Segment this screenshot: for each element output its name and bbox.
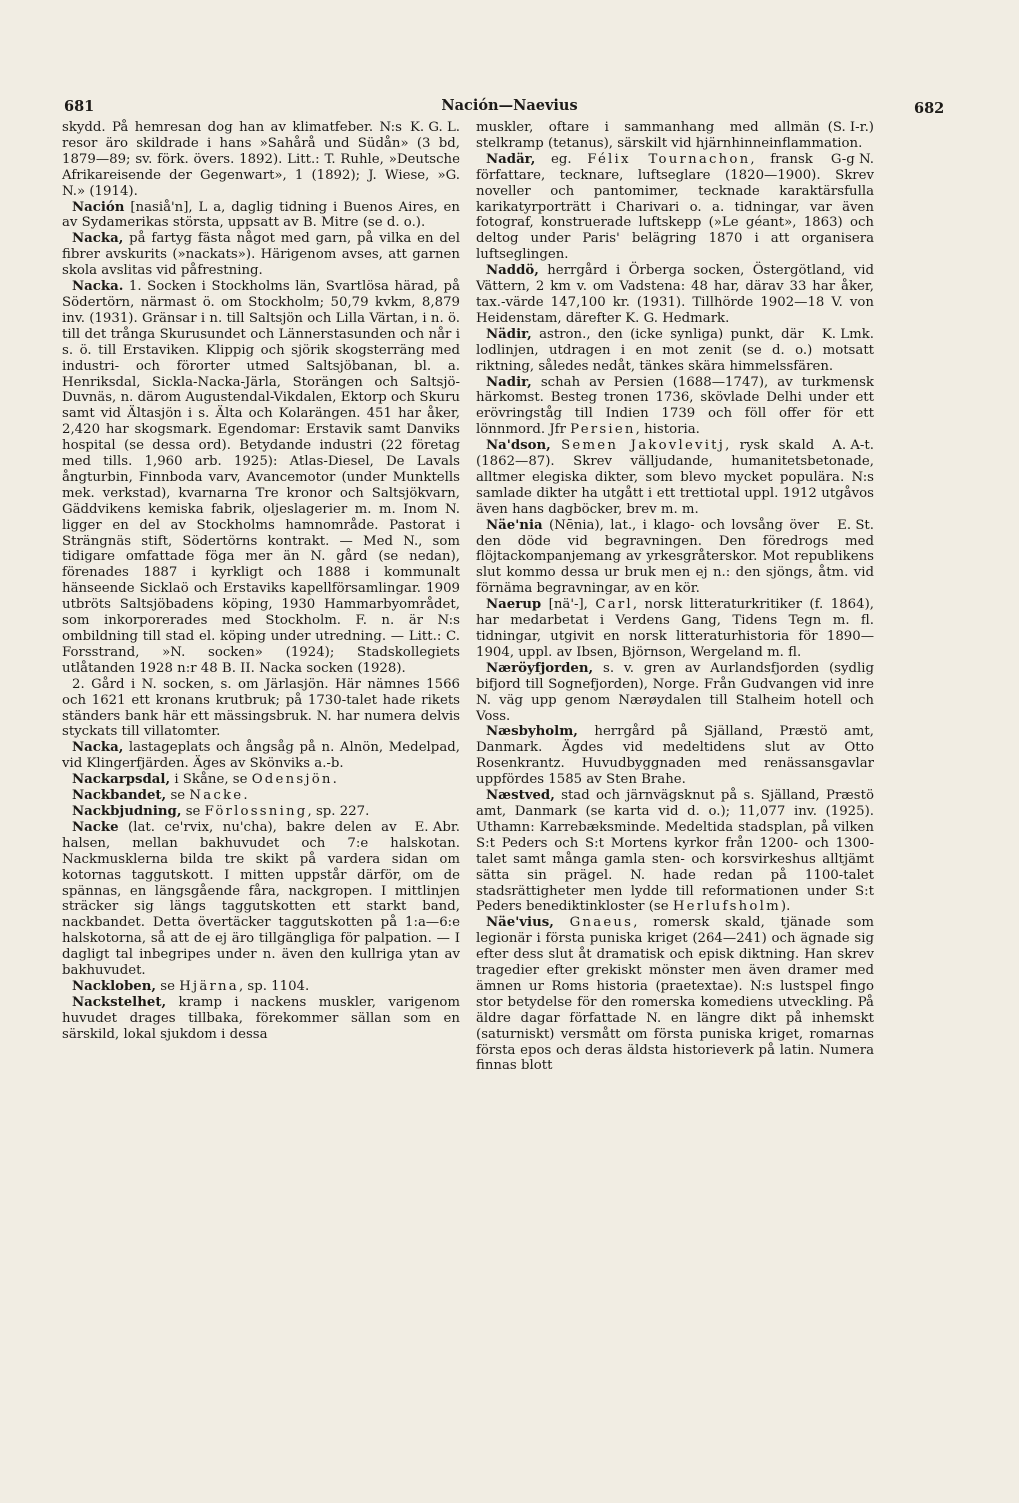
entry-headword: Nación: [72, 199, 125, 215]
entry-text: [nasiå'n], L a, daglig tidning i Buenos Aires, en av Sydamerikas största, uppsatt av B. Mitre (se d. o.).: [62, 199, 460, 231]
entry: [476, 152, 874, 263]
entry-text-after: , sp. 227.: [307, 803, 370, 819]
entry-headword: Nackloben,: [72, 978, 157, 994]
entry: [476, 915, 874, 1074]
entry-text: på fartyg fästa något med garn, på vilka en del fibrer avskurits (»nackats»). Härigenom avses, att garnen skola avslitas vid påfrestning.: [62, 231, 460, 279]
entry-text-after: , romersk skald, tjänade som legionär i första puniska kriget (264—241) och ägnade sig efter dess slut åt dramatisk och episk diktning. Han skrev tragedier efter grekiskt mönster men även dramer med ämnen ur Roms historia (praetextae). N:s lustspel fingo stor betydelse för den romerska komediens utveckling. På äldre dagar författade N. en längre dikt på inhemskt (saturniskt) versmått om första puniska kriget, romarnas första epos och deras äldsta historieverk på latin. Numera finnas blott: [476, 915, 874, 1074]
entry-spaced-name: Félix Tournachon: [587, 151, 751, 167]
entry-headword: Nackbandet,: [72, 788, 167, 804]
entry-spaced-name: Hjärna: [179, 978, 239, 994]
entry-text: se: [170, 788, 186, 804]
entry-text: s. v. gren av Aurlandsfjorden (sydlig bifjord till Sognefjorden), Norge. Från Gudvangen vid inre N. väg upp genom Nærøydalen till Stalheim hotell och Voss.: [476, 660, 874, 724]
entry-continuation: [62, 677, 460, 741]
entry-spaced-name: Semen Jakovlevitj: [561, 438, 726, 454]
entry-signature: E. St.: [837, 517, 874, 533]
entry-text: se: [160, 978, 175, 994]
entry-headword: Nacke: [72, 819, 119, 835]
entry-signature: K. G. L.: [409, 120, 460, 135]
entry-text-after: , rysk skald (1862—87). Skrev välljudande, humanitetsbetonade, alltmer elegiska dikter, som blevo mycket populära. N:s samlade dikter ha utgått i ett trettiotal uppl. 1912 utgåvos även hans dagböcker, brev m. m.: [476, 438, 874, 517]
entry-text-after: .: [243, 788, 248, 804]
entry: [476, 263, 874, 327]
entry: [476, 518, 874, 598]
entry: [476, 327, 874, 375]
entry-headword: Näe'vius,: [486, 915, 554, 931]
entry-headword: Nädir,: [486, 326, 532, 342]
entry-text-after: , norsk litteraturkritiker (f. 1864), har medarbetat i Verdens Gang, Tidens Tegn m. fl. tidningar, utgivit en norsk litteraturhistoria för 1890—1904, uppl. av Ibsen, Björnson, Wergeland m. fl.: [476, 597, 874, 660]
entry-headword: Nacka.: [72, 279, 124, 295]
entry: [476, 597, 874, 661]
entry-continuation: [62, 120, 460, 200]
entry: [62, 979, 460, 995]
entry-spaced-name: Herlufsholm: [672, 899, 781, 915]
entry-signature: (S. I-r.): [827, 120, 874, 135]
entry: [62, 200, 460, 232]
entry-headword: Nacka,: [72, 740, 124, 756]
entry-headword: Näe'nia: [486, 517, 543, 533]
entry-spaced-name: Persien: [570, 422, 636, 438]
entry-text: 1. Socken i Stockholms län, Svartlösa härad, på Södertörn, närmast ö. om Stockholm; 50,79 kvkm, 8,879 inv. (1931). Gränsar i n. till Saltsjön och Lilla Värtan, i n. ö. till det trånga Skurusundet och Lännerstasunden och når i s. ö. till Erstaviken. Klippig och sjörik skogsterräng med industri- och förorter utmed Saltsjöbanan, bl. a. Henriksdal, Sickla-Nacka-Järla, Storängen och Saltsjö-Duvnäs, n. därom Augustendal-Vikdalen, Ektorp och Skuru samt vid Ältasjön i s. Älta och Kolarängen. 451 har åker, 2,420 har skogsmark. Egendomar: Erstavik samt Danviks hospital (se dessa ord). Betydande industri (22 företag med tills. 1,960 arb. 1925): Atlas-Diesel, De Lavals ångturbin, Finnboda varv, Avancemotor (under Munktells mek. verkstad), kvarnarna Tre kronor och Saltsjökvarn, Gäddvikens kemiska fabrik, oljeslagerier m. m. Inom N. ligger en del av Stockholms hamnområde. Pastorat i Strängnäs stift, Södertörns kontrakt. — Med N., som tidigare omfattade föga mer än N. gård (se nedan), förenades 1887 i kyrkligt och 1888 i kommunalt hänseende Sicklaö och Erstaviks kapellförsamlingar. 1909 utbröts Saltsjöbadens köping, 1930 Hammarbyområdet, som inkorporerades med Stockholm. F. n. är N:s ombildning till stad el. köping under utredning. — Litt.: C. Forsstrand, »N. socken» (1924); Stadskollegiets utlåtanden 1928 n:r 48 B. II. Nacka socken (1928).: [62, 279, 460, 676]
entry-signature: G-g N.: [830, 151, 874, 167]
entry: [62, 279, 460, 677]
page-number-left: 681: [64, 98, 95, 115]
entry-headword: Nackarpsdal,: [72, 772, 171, 788]
entry-text: muskler, oftare i sammanhang med allmän stelkramp (tetanus), särskilt vid hjärnhinneinflammation.: [476, 120, 863, 151]
entry-text: herrgård i Örberga socken, Östergötland, vid Vättern, 2 km v. om Vadstena: 48 har, därav 33 har åker, tax.-värde 147,100 kr. (1931). Tillhörde 1902—18 V. von Heidenstam, därefter K. G. Hedmark.: [476, 263, 874, 326]
entry-headword: Næröyfjorden,: [486, 660, 594, 676]
entry-text: lastageplats och ångsåg på n. Alnön, Medelpad, vid Klingerfjärden. Äges av Skönviks a.-b.: [62, 740, 460, 772]
entry: [476, 724, 874, 788]
entry-text: astron., den (icke synliga) punkt, där lodlinjen, utdragen i en mot zenit (se d. o.) motsatt riktning, således nedåt, tänkes skära himmelssfären.: [476, 326, 874, 374]
entry-signature: K. Lmk.: [821, 326, 874, 342]
right-column: [476, 120, 874, 1074]
entry-headword: Nacka,: [72, 231, 124, 247]
entry: [62, 772, 460, 788]
page-number-right: 682: [914, 100, 945, 117]
entry-text: se: [185, 803, 201, 819]
entry-spaced-name: Carl: [595, 597, 633, 613]
entry-continuation: [476, 120, 874, 152]
entry: [476, 438, 874, 518]
entry-spaced-name: Gnaeus: [569, 915, 634, 931]
entry-text: (Nēnia), lat., i klago- och lovsång över den döde vid begravningen. Den föredrogs med flöjtackompanjemang av yrkesgråterskor. Mot republikens slut kommo dessa ur bruk men ej n.: den sjöngs, åtm. vid förnäma begravningar, av en kör.: [476, 517, 874, 597]
entry: [476, 788, 874, 915]
entry: [62, 231, 460, 279]
entry: [476, 375, 874, 439]
entry-headword: Naerup: [486, 597, 542, 613]
entry: [62, 995, 460, 1043]
entry-signature: A. A-t.: [832, 438, 874, 454]
entry-text: i Skåne, se: [174, 772, 248, 788]
entry-headword: Nackbjudning,: [72, 803, 182, 819]
entry-text: (lat. ce'rvix, nu'cha), bakre delen av halsen, mellan bakhuvudet och 7:e halskotan. Nackmusklerna bilda tre skikt på vardera sidan om kotornas taggutskott. I mitten uppstår därför, om de spännas, en längsgående fåra, nackgropen. I mittlinjen sträcker sig längs taggutskotten ett starkt band, nackbandet. Detta övertäcker taggutskotten på 1:a—6:e halskotorna, så att de ej äro tillgängliga för palpation. — I dagligt tal inbegripes under n. även den kullriga ytan av bakhuvudet.: [62, 819, 460, 979]
entry-text-after: .: [332, 772, 337, 788]
left-column: [62, 120, 460, 1043]
entry: [62, 820, 460, 979]
entry-headword: Naddö,: [486, 263, 539, 279]
entry-text: eg.: [551, 151, 572, 167]
entry-headword: Na'dson,: [486, 438, 551, 454]
entry-spaced-name: Odensjön: [251, 772, 333, 788]
entry-text-after: , fransk författare, tecknare, luftseglare (1820—1900). Skrev noveller och pantomimer, tecknade karaktärsfulla karikatyrporträtt i Charivari o. a. tidningar, var även fotograf, konstruerade luftskepp (»Le géant», 1863) och deltog under Paris' belägring 1870 i att organisera luftseglingen.: [476, 151, 874, 263]
entry-text: stad och järnvägsknut på s. Själland, Præstö amt, Danmark (se karta vid d. o.); 11,077 inv. (1925). Uthamn: Karrebæksminde. Medeltida stadsplan, på vilken S:t Peders och S:t Mortens kyrkor från 1200- och 1300-talet samt många gamla sten- och korsvirkeshus alltjämt sätta sin prägel. N. hade redan på 1100-talet stadsrättigheter men lydde till reformationen under S:t Peders benediktinkloster (se: [476, 788, 874, 915]
entry-text: [nä'-],: [548, 597, 588, 613]
entry-text: herrgård på Själland, Præstö amt, Danmark. Ägdes vid medeltidens slut av Otto Rosenkrantz. Huvudbyggnaden med renässansgavlar uppfördes 1585 av Sten Brahe.: [476, 724, 874, 788]
entry: [62, 740, 460, 772]
entry-headword: Næstved,: [486, 788, 555, 804]
entry: [476, 661, 874, 725]
entry-text-after: , historia.: [635, 422, 700, 438]
entry-headword: Nadir,: [486, 374, 532, 390]
entry-text: skydd. På hemresan dog han av klimatfeber. N:s resor äro skildrade i hans »Sahårå und Südån» (3 bd, 1879—89; sv. förk. övers. 1892). Litt.: T. Ruhle, »Deutsche Afrikareisende der Gegenwart», 1 (1892); J. Wiese, »G. N.» (1914).: [62, 120, 460, 199]
entry-headword: Nackstelhet,: [72, 994, 167, 1010]
entry-spaced-name: Nacke: [189, 788, 244, 804]
entry-text-after: , sp. 1104.: [238, 978, 310, 994]
entry-text: 2. Gård i N. socken, s. om Järlasjön. Här nämnes 1566 och 1621 ett kronans krutbruk; på 1730-talet hade rikets ständers bank här ett mässingsbruk. N. har numera delvis styckats till villatomter.: [62, 676, 460, 740]
entry: [62, 788, 460, 804]
entry: [62, 804, 460, 820]
entry-signature: E. Abr.: [414, 819, 460, 835]
entry-text: schah av Persien (1688—1747), av turkmensk härkomst. Besteg tronen 1736, skövlade Delhi under ett erövringståg till Indien 1739 och föll offer för ett lönnmord. Jfr: [476, 374, 874, 438]
entry-headword: Nadär,: [486, 151, 536, 167]
entry-text-after: ).: [780, 899, 791, 915]
running-title: Nación—Naevius: [441, 97, 578, 114]
entry-spaced-name: Förlossning: [204, 803, 308, 819]
entry-headword: Næsbyholm,: [486, 724, 578, 740]
entry-text: kramp i nackens muskler, varigenom huvudet drages tillbaka, förekommer sällan som en särskild, lokal sjukdom i dessa: [62, 994, 460, 1042]
